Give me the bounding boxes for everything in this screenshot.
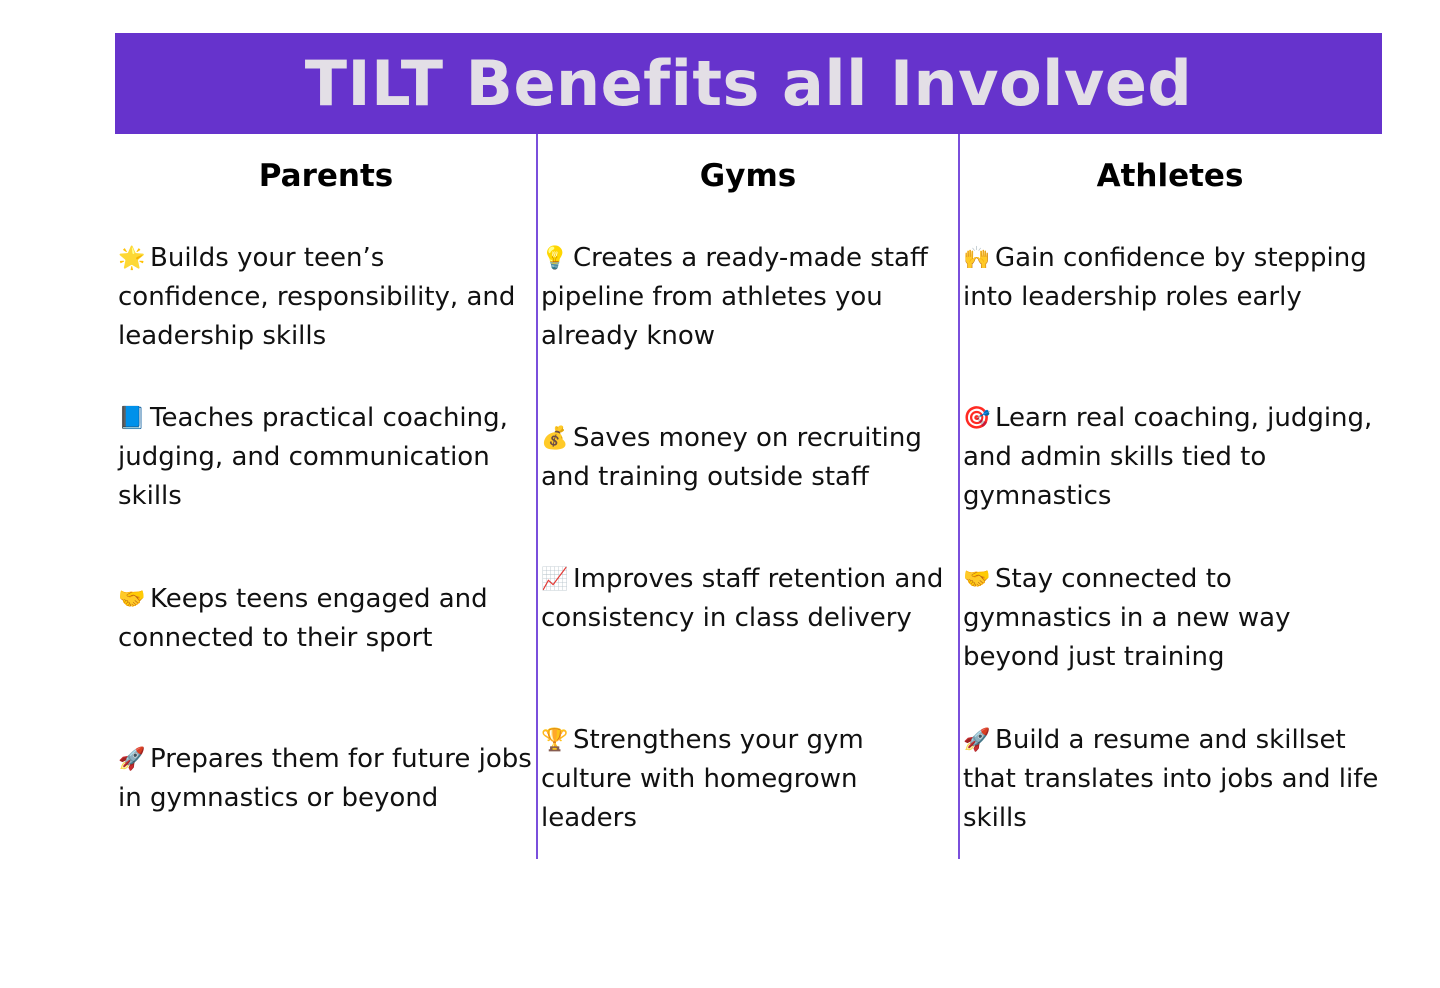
glowing-star-icon: 🌟 xyxy=(118,246,146,271)
direct-hit-target-icon: 🎯 xyxy=(963,406,991,431)
page-title: TILT Benefits all Involved xyxy=(304,46,1193,120)
benefit-text: Learn real coaching, judging, and admin skills tied to gymnastics xyxy=(963,403,1373,511)
benefit-item xyxy=(541,721,951,838)
column-heading-athletes: Athletes xyxy=(1096,158,1244,194)
benefit-item xyxy=(541,239,951,356)
money-bag-icon: 💰 xyxy=(541,426,569,451)
benefit-text: Teaches practical coaching, judging, and communication skills xyxy=(118,403,508,511)
benefit-item xyxy=(118,580,518,658)
benefit-text: Creates a ready-made staff pipeline from athletes you already know xyxy=(541,243,928,351)
benefit-item xyxy=(541,560,951,638)
column-divider-right xyxy=(958,134,960,859)
benefit-text: Prepares them for future jobs in gymnastics or beyond xyxy=(118,744,532,813)
benefit-text: Keeps teens engaged and connected to their sport xyxy=(118,584,488,653)
benefit-item xyxy=(963,721,1381,838)
raising-hands-icon: 🙌 xyxy=(963,246,991,271)
column-heading-parents: Parents xyxy=(258,158,394,194)
benefit-text: Build a resume and skillset that translates into jobs and life skills xyxy=(963,725,1379,833)
benefit-item xyxy=(963,560,1381,677)
benefit-item xyxy=(118,740,533,818)
title-banner xyxy=(115,33,1382,134)
rocket-icon: 🚀 xyxy=(963,728,991,753)
handshake-icon: 🤝 xyxy=(963,567,991,592)
benefit-item xyxy=(541,419,951,497)
benefit-item xyxy=(963,239,1381,317)
column-divider-left xyxy=(536,134,538,859)
chart-increasing-icon: 📈 xyxy=(541,567,569,592)
column-heading-gyms: Gyms xyxy=(699,158,797,194)
handshake-icon: 🤝 xyxy=(118,587,146,612)
benefit-item xyxy=(118,239,533,356)
rocket-icon: 🚀 xyxy=(118,747,146,772)
benefit-text: Improves staff retention and consistency in class delivery xyxy=(541,564,944,633)
benefit-text: Strengthens your gym culture with homegrown leaders xyxy=(541,725,864,833)
blue-book-icon: 📘 xyxy=(118,406,146,431)
light-bulb-icon: 💡 xyxy=(541,246,569,271)
benefit-item xyxy=(118,399,533,516)
benefit-item xyxy=(963,399,1381,516)
benefit-text: Builds your teen’s confidence, responsibility, and leadership skills xyxy=(118,243,516,351)
benefit-text: Saves money on recruiting and training outside staff xyxy=(541,423,922,492)
benefit-text: Gain confidence by stepping into leadership roles early xyxy=(963,243,1367,312)
benefit-text: Stay connected to gymnastics in a new way beyond just training xyxy=(963,564,1291,672)
trophy-icon: 🏆 xyxy=(541,728,569,753)
